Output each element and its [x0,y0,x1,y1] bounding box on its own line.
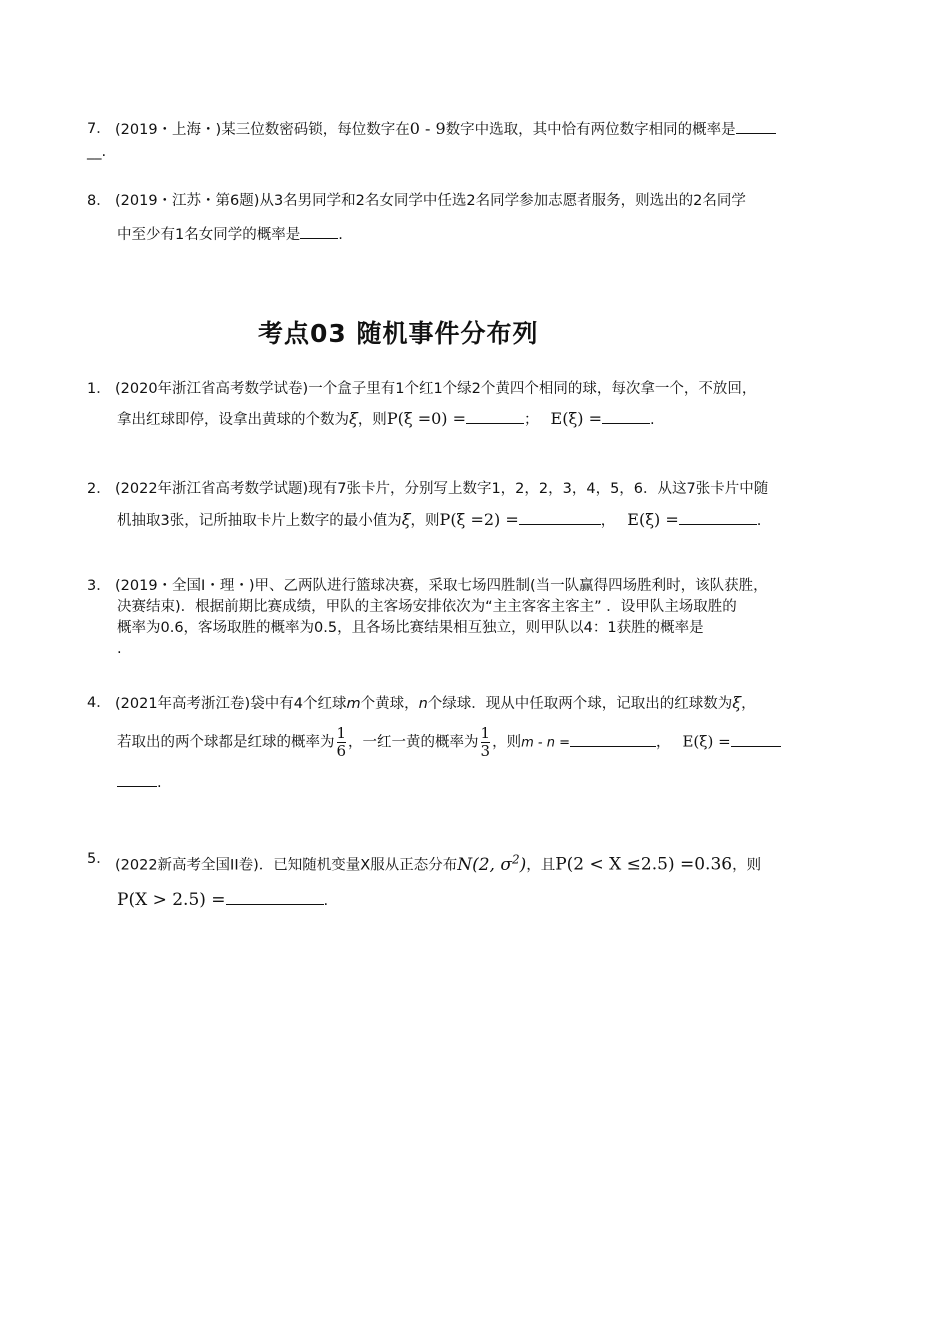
expectation-expression: E(ξ) = [682,732,731,751]
question-text: (2019・江苏・第6题)从3名男同学和2名女同学中任选2名同学参加志愿者服务，则选出的2名同学 [115,193,746,209]
section-title: 考点03 随机事件分布列 [258,319,539,348]
prob-expression: P(2 < X ≤2.5) =0.36 [555,854,733,875]
question-text: 决赛结束)．根据前期比赛成绩，甲队的主客场安排依次为“主主客客主客主” ．设甲队主场取胜的 [117,599,737,615]
answer-blank [519,510,601,525]
question-text: (2020年浙江省高考数学试卷)一个盒子里有1个红1个绿2个黄四个相同的球，每次拿一个，不放回， [115,381,757,397]
normal-text: N(2, σ [457,854,512,875]
answer-blank [679,510,757,525]
question-text: 中至少有1名女同学的概率是 [117,227,301,243]
superscript: 2 [511,852,520,866]
period: . [323,892,329,909]
xi-symbol: ξ [732,693,742,712]
question-text: 个绿球．现从中任取两个球，记取出的红球数为 [427,696,733,712]
period: . [338,227,343,243]
answer-blank [736,119,776,134]
fraction-one-sixth [337,725,347,760]
separator: ， [600,513,616,529]
question-text: (2022年浙江省高考数学试题)现有7张卡片，分别写上数字1，2，2，3，4，5，6．从这7张卡片中随 [115,481,769,497]
question-7 [87,118,867,163]
question-4 [87,692,867,794]
question-text: 概率为0.6，客场取胜的概率为0.5，且各场比赛结果相互独立，则甲队以4：1获胜的概率是 [117,620,704,636]
prob-expression: P(X > 2.5) = [117,889,226,910]
fraction-numerator: 1 [336,724,347,742]
fraction-denominator: 3 [480,742,491,760]
question-number: 3． [87,578,111,594]
question-text: (2021年高考浙江卷)袋中有4个红球 [115,696,347,712]
question-text: (2022新高考全国II卷)．已知随机变量X服从正态分布 [115,857,458,874]
answer-blank [731,732,781,747]
separator: ， [741,696,756,712]
question-text: ，则 [357,412,387,428]
variable-m: m [346,696,361,712]
question-number: 2． [87,481,111,497]
question-text: ，一红一黄的概率为 [348,734,479,751]
question-text: ，则 [732,857,762,874]
question-text: 个黄球， [360,696,419,712]
question-1 [87,378,867,431]
question-text: (2019・全国Ⅰ・理・)甲、乙两队进行篮球决赛，采取七场四胜制(当一队赢得四场胜利时，该队获胜， [115,578,768,594]
normal-close: ) [519,854,527,875]
math-range: 0 - 9 [409,119,446,138]
question-number: 8． [87,193,111,209]
question-number: 7． [87,121,111,137]
fraction-denominator: 6 [336,742,347,760]
answer-blank [300,224,338,239]
prob-expression: P(ξ =2) = [439,510,519,529]
question-text: __. [87,144,107,160]
answer-blank [570,732,656,747]
period: . [756,513,762,529]
period: . [157,775,162,791]
expectation-expression: E(ξ) = [550,409,603,428]
question-text: (2019・上海・)某三位数密码锁，每位数字在 [115,122,410,138]
fraction-one-third [481,725,491,760]
separator: ； [524,412,539,428]
question-text: ，则 [492,734,522,751]
variable-n: n [418,696,428,712]
normal-distribution [457,852,527,875]
question-number: 1． [87,381,111,397]
question-text: 数字中选取，其中恰有两位数字相同的概率是 [445,122,736,138]
answer-blank [226,890,324,905]
question-number: 5． [87,851,111,867]
xi-symbol: ξ [349,409,358,428]
question-text: . [117,641,122,657]
question-text: 拿出红球即停，设拿出黄球的个数为 [117,412,349,428]
question-5 [87,848,867,912]
question-3 [87,576,867,660]
question-text: 机抽取3张，记所抽取卡片上数字的最小值为 [117,513,402,529]
question-2 [87,478,867,532]
answer-blank [602,409,650,424]
m-minus-n-expression: m - n = [521,735,570,751]
question-8 [87,190,867,246]
question-text: ，则 [410,513,440,529]
question-text: ，且 [526,857,556,874]
period: . [650,412,655,428]
answer-blank [117,772,157,787]
fraction-numerator: 1 [480,724,491,742]
separator: ， [655,734,671,751]
expectation-expression: E(ξ) = [627,510,679,529]
prob-expression: P(ξ =0) = [386,409,467,428]
question-number: 4． [87,695,111,711]
question-text: 若取出的两个球都是红球的概率为 [117,734,335,751]
answer-blank [466,409,524,424]
xi-symbol: ξ [401,510,411,529]
